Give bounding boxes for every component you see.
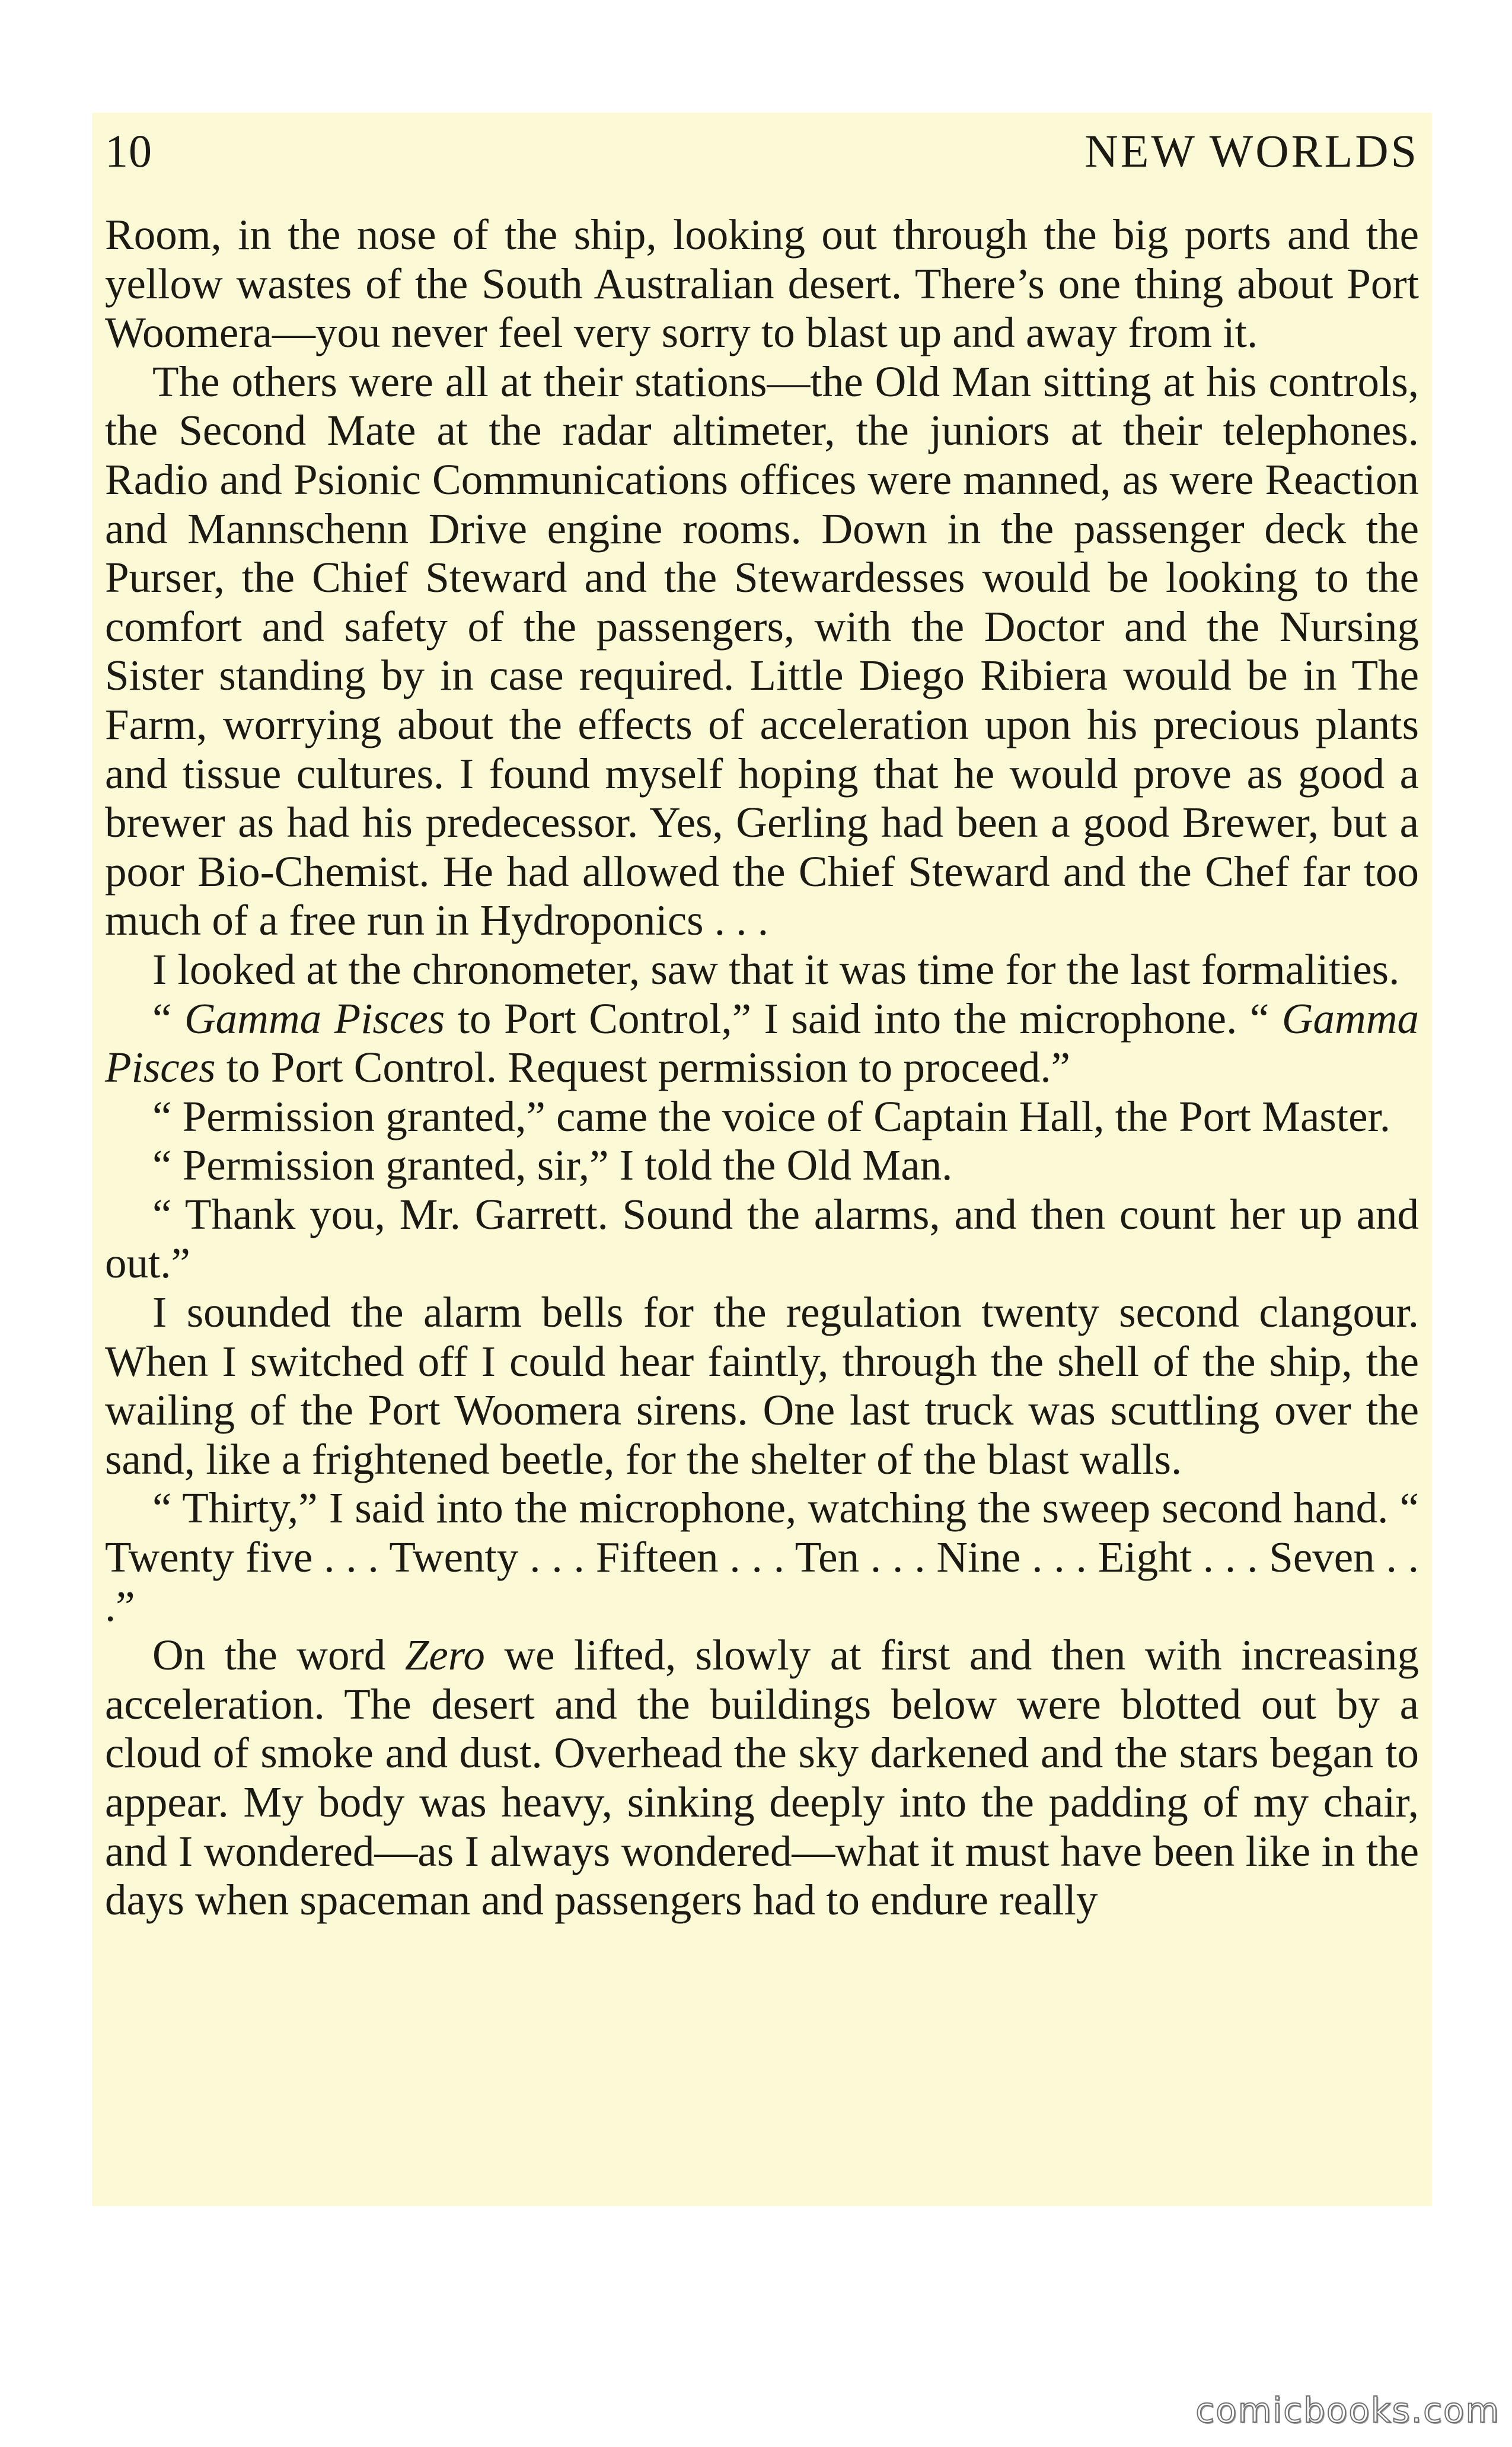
- italic-text: Zero: [404, 1631, 485, 1680]
- text-run: On the word: [152, 1631, 405, 1680]
- paragraph: [105, 1484, 1419, 1631]
- paragraph: [105, 1092, 1419, 1142]
- paragraph: [105, 211, 1419, 358]
- text-run: “ Thank you, Mr. Garrett. Sound the alarms, and then count her up and out.”: [105, 1190, 1419, 1288]
- text-run: to Port Control. Request permission to proceed.”: [215, 1043, 1071, 1092]
- text-run: I looked at the chronometer, saw that it was time for the last formalities.: [152, 945, 1400, 993]
- italic-text: Gamma Pisces: [184, 994, 445, 1043]
- paragraph: [105, 358, 1419, 945]
- text-run: The others were all at their stations—the Old Man sitting at his controls, the Second Mate at the radar altimeter, the juniors at their telephones. Radio and Psionic Communications offices were manned, as were Reaction and Mannschenn Drive engine rooms. Down in the passenger deck the Purser, the Chief Steward and the Stewardesses would be looking to the comfort and safety of the passengers, with the Doctor and the Nursing Sister standing by in case required. Little Diego Ribiera would be in The Farm, worrying about the effects of acceleration upon his precious plants and tissue cultures. I found myself hoping that he would prove as good a brewer as had his predecessor. Yes, Gerling had been a good Brewer, but a poor Bio-Chemist. He had allowed the Chief Steward and the Chef far too much of a free run in Hydroponics . . .: [105, 357, 1419, 945]
- paragraph: [105, 1190, 1419, 1288]
- running-header: [105, 113, 1419, 190]
- paragraph: [105, 1288, 1419, 1484]
- page-number: 10: [105, 125, 152, 177]
- text-run: to Port Control,” I said into the microphone. “: [445, 994, 1282, 1043]
- text-run: I sounded the alarm bells for the regulation twenty second clangour. When I switched off I could hear faintly, through the shell of the ship, the wailing of the Port Woomera sirens. One last truck was scuttling over the sand, like a frightened beetle, for the shelter of the blast walls.: [105, 1288, 1419, 1483]
- site-watermark: comicbooks.com: [1195, 2390, 1500, 2430]
- paragraph: [105, 1141, 1419, 1190]
- text-run: “ Thirty,” I said into the microphone, watching the sweep second hand. “ Twenty five . . . Twenty . . . Fifteen . . . Ten . . . Nine . . . Eight . . . Seven . . .”: [105, 1484, 1419, 1630]
- text-run: “ Permission granted,” came the voice of Captain Hall, the Port Master.: [152, 1092, 1391, 1140]
- text-run: “ Permission granted, sir,” I told the Old Man.: [152, 1141, 953, 1190]
- story-text: [105, 211, 1419, 1925]
- text-run: Room, in the nose of the ship, looking out through the big ports and the yellow wastes of the South Australian desert. There’s one thing about Port Woomera—you never feel very sorry to blast up and away from it.: [105, 211, 1419, 357]
- paragraph: [105, 995, 1419, 1092]
- text-run: “: [152, 994, 184, 1043]
- magazine-title: NEW WORLDS: [1084, 125, 1419, 177]
- paragraph: [105, 945, 1419, 995]
- paragraph: [105, 1631, 1419, 1925]
- book-page: [92, 113, 1432, 2206]
- italic-text: Gamma Pisces: [105, 994, 1419, 1092]
- text-run: we lifted, slowly at first and then with increasing acceleration. The desert and the buildings below were blotted out by a cloud of smoke and dust. Overhead the sky darkened and the stars began to appear. My body was heavy, sinking deeply into the padding of my chair, and I wondered—as I always wondered—what it must have been like in the days when spaceman and passengers had to endure really: [105, 1631, 1419, 1925]
